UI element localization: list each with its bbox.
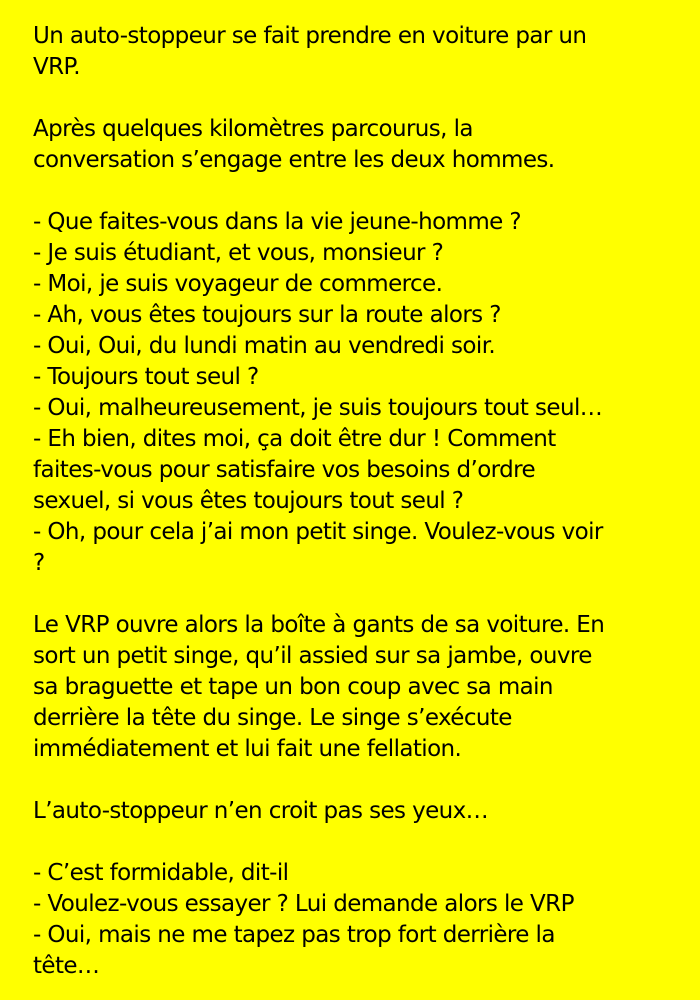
dialogue-line: - Oui, mais ne me tapez pas trop fort derrière la — [33, 922, 555, 948]
paragraph-dialogue — [33, 207, 680, 579]
dialogue-line: - C’est formidable, dit-il — [33, 860, 289, 886]
paragraph-intro — [33, 21, 680, 83]
dialogue-line: faites-vous pour satisfaire vos besoins d’ordre — [33, 457, 536, 483]
dialogue-line: - Voulez-vous essayer ? Lui demande alors le VRP — [33, 891, 574, 917]
text-line: derrière la tête du singe. Le singe s’exécute — [33, 705, 512, 731]
dialogue-line: - Je suis étudiant, et vous, monsieur ? — [33, 240, 444, 266]
dialogue-line: - Oui, Oui, du lundi matin au vendredi soir. — [33, 333, 496, 359]
dialogue-line: tête… — [33, 953, 100, 979]
text-line: L’auto-stoppeur n’en croit pas ses yeux… — [33, 798, 489, 824]
dialogue-line: - Ah, vous êtes toujours sur la route alors ? — [33, 302, 501, 328]
paragraph-conversation-start — [33, 114, 680, 176]
paragraph-glovebox — [33, 610, 680, 765]
dialogue-line: - Oui, malheureusement, je suis toujours tout seul… — [33, 395, 603, 421]
dialogue-line: - Moi, je suis voyageur de commerce. — [33, 271, 443, 297]
paragraph-punchline — [33, 858, 680, 982]
dialogue-line: - Oh, pour cela j’ai mon petit singe. Voulez-vous voir — [33, 519, 603, 545]
text-line: Un auto-stoppeur se fait prendre en voiture par un — [33, 23, 587, 49]
paragraph-disbelief — [33, 796, 680, 827]
text-line: Après quelques kilomètres parcourus, la — [33, 116, 473, 142]
text-line: Le VRP ouvre alors la boîte à gants de sa voiture. En — [33, 612, 605, 638]
dialogue-line: sexuel, si vous êtes toujours tout seul ? — [33, 488, 464, 514]
text-line: conversation s’engage entre les deux hommes. — [33, 147, 555, 173]
dialogue-line: - Que faites-vous dans la vie jeune-homme ? — [33, 209, 522, 235]
text-line: sort un petit singe, qu’il assied sur sa jambe, ouvre — [33, 643, 592, 669]
text-line: VRP. — [33, 54, 80, 80]
dialogue-line: ? — [33, 550, 45, 576]
text-line: sa braguette et tape un bon coup avec sa main — [33, 674, 553, 700]
dialogue-line: - Eh bien, dites moi, ça doit être dur ! Comment — [33, 426, 556, 452]
dialogue-line: - Toujours tout seul ? — [33, 364, 259, 390]
text-line: immédiatement et lui fait une fellation. — [33, 736, 462, 762]
